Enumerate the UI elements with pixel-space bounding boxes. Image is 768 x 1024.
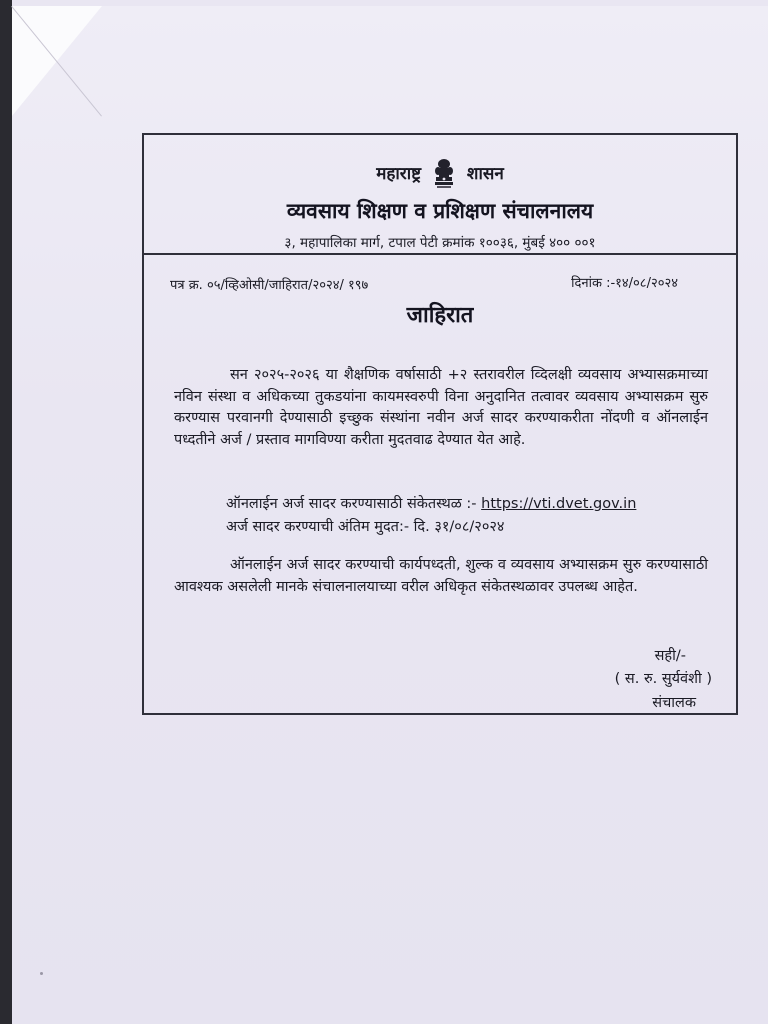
office-address: ३, महापालिका मार्ग, टपाल पेटी क्रमांक १००३६, मुंबई ४०० ००१: [284, 235, 596, 251]
letter-reference: पत्र क्र. ०५/व्हिओसी/जाहिरात/२०२४/ १९७: [170, 278, 369, 293]
website-label: ऑनलाईन अर्ज सादर करण्यासाठी संकेतस्थळ :-: [226, 496, 482, 512]
department-name: व्यवसाय शिक्षण व प्रशिक्षण संचालनालय: [286, 199, 594, 223]
notice-frame: [142, 133, 738, 715]
signatory-name: ( स. रु. सुर्यवंशी ): [614, 671, 712, 687]
website-link[interactable]: https://vti.dvet.gov.in: [481, 496, 637, 512]
government-line: [144, 157, 736, 191]
gov-state-label: महाराष्ट्र: [376, 164, 422, 184]
signature-mark: सही/-: [654, 648, 686, 664]
scan-speck: [40, 972, 43, 975]
letter-date: दिनांक :-१४/०८/२०२४: [571, 276, 678, 291]
notice-paragraph-2: ऑनलाईन अर्ज सादर करण्याची कार्यपध्दती, शुल्क व व्यवसाय अभ्यासक्रम सुरु करण्यासाठी आवश्यक असलेली मानके संचालनालयाच्या वरील अधिकृत संकेतस्थळावर उपलब्ध आहेत.: [174, 557, 708, 595]
notice-paragraph-1: सन २०२५-२०२६ या शैक्षणिक वर्षासाठी +२ स्तरावरील व्दिलक्षी व्यवसाय अभ्यासक्रमाच्या नविन संस्था व अधिकच्या तुकडयांना कायमस्वरुपी विना अनुदानित तत्वावर व्यवसाय अभ्यासक्रम सुरु करण्यास परवानगी देण्यासाठी इच्छुक संस्थांना नवीन अर्ज सादर करण्याकरीता नोंदणी व ऑनलाईन पध्दतीने अर्ज / प्रस्ताव मागविण्या करीता मुदतवाढ देण्यात येत आहे.: [174, 367, 708, 448]
gov-shasan-label: शासन: [466, 164, 504, 184]
ashoka-emblem-icon: [431, 157, 457, 191]
letterhead: [144, 135, 736, 255]
scan-border: [0, 0, 12, 1024]
signatory-designation: संचालक: [652, 695, 696, 711]
deadline-line: अर्ज सादर करण्याची अंतिम मुदत:- दि. ३१/०८/२०२४: [226, 519, 505, 535]
website-line: [226, 493, 636, 513]
notice-title: जाहिरात: [406, 303, 474, 328]
